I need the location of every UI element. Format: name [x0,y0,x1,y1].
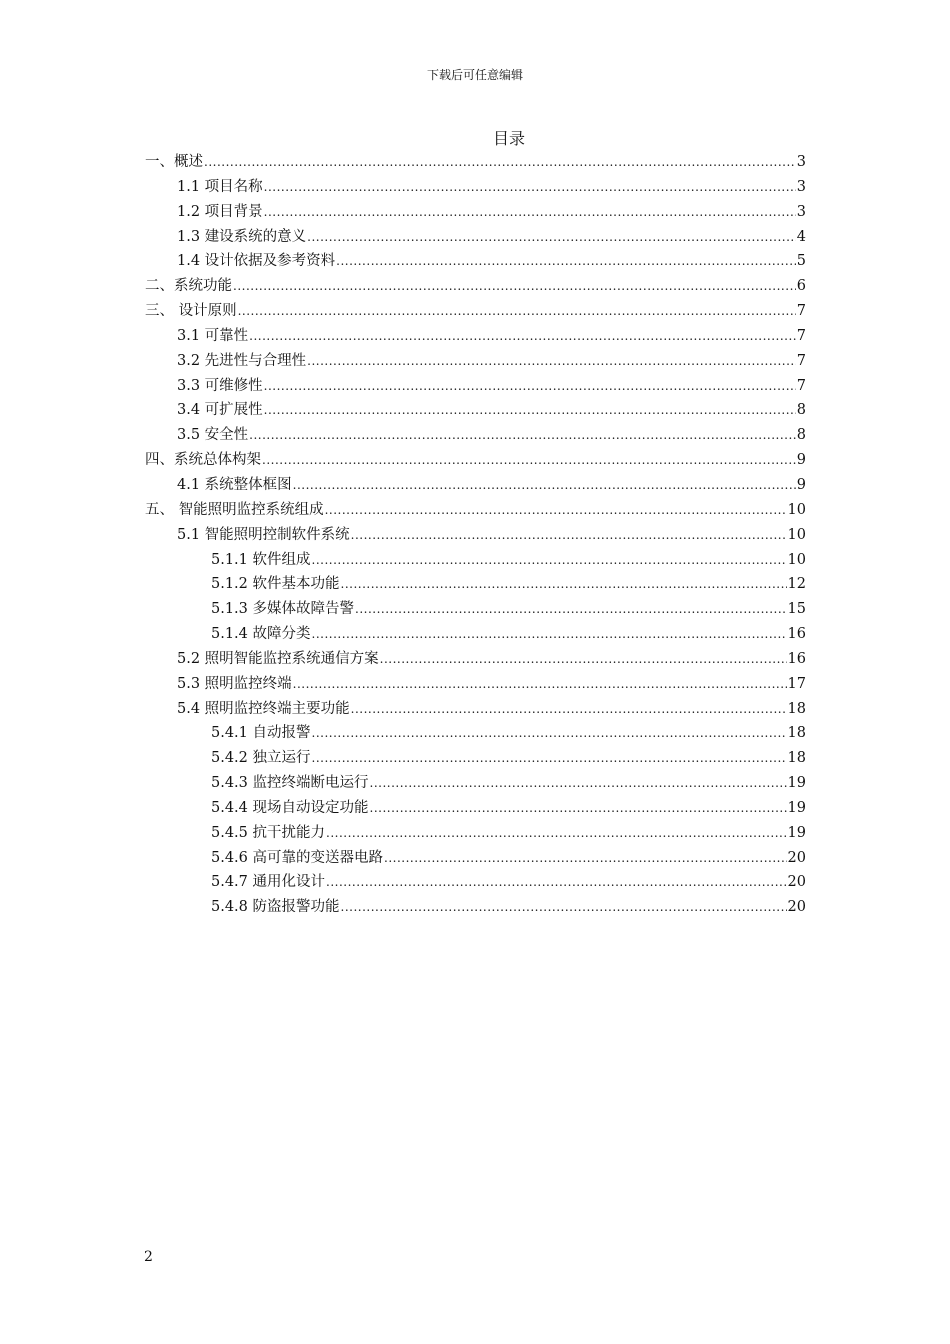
toc-entry-label: 5.2 照明智能监控系统通信方案 [177,650,379,667]
toc-leader-dots [262,448,796,473]
toc-entry-label: 3.1 可靠性 [177,327,249,344]
toc-entry[interactable] [0,771,950,796]
toc-entry[interactable] [0,796,950,821]
toc-entry-page: 18 [787,750,806,767]
toc-entry[interactable] [0,324,950,349]
toc-entry[interactable] [0,647,950,672]
toc-entry-label: 四、系统总体构架 [145,452,261,469]
toc-leader-dots [312,622,787,647]
toc-entry[interactable] [0,349,950,374]
toc-entry-label: 5.1.3 多媒体故障告警 [211,601,355,618]
toc-entry-page: 3 [796,154,806,170]
toc-leader-dots [264,398,796,423]
toc-entry-label: 5.3 照明监控终端 [177,675,292,692]
toc-entry[interactable] [0,299,950,324]
toc-entry-label: 5.4.3 监控终端断电运行 [211,775,369,792]
toc-entry-page: 4 [796,228,806,245]
toc-entry-label: 5.4.4 现场自动设定功能 [211,799,369,816]
toc-entry-label: 3.4 可扩展性 [177,402,263,419]
toc-entry-label: 5.1.4 故障分类 [211,626,311,643]
toc-entry-label: 5.4 照明监控终端主要功能 [177,700,350,717]
toc-leader-dots [204,150,796,175]
toc-leader-dots [249,423,796,448]
toc-entry[interactable] [0,448,950,473]
toc-leader-dots [370,771,787,796]
toc-entry-page: 7 [796,327,806,344]
toc-leader-dots [233,274,796,299]
toc-entry-page: 17 [787,675,806,692]
toc-entry-label: 1.2 项目背景 [177,203,263,220]
toc-leader-dots [326,870,787,895]
toc-entry-page: 7 [796,352,806,369]
toc-leader-dots [326,821,787,846]
toc-entry[interactable] [0,597,950,622]
toc-entry[interactable] [0,672,950,697]
toc-entry-label: 1.4 设计依据及参考资料 [177,253,336,270]
toc-entry-page: 3 [796,203,806,220]
toc-entry-label: 一、概述 [145,154,203,170]
toc-entry-page: 19 [787,799,806,816]
toc-leader-dots [312,548,787,573]
toc-entry-page: 8 [796,427,806,444]
toc-entry[interactable] [0,175,950,200]
toc-title: 目录 [492,129,525,148]
toc-leader-dots [325,498,787,523]
table-of-contents [0,150,950,920]
toc-entry-label: 3.5 安全性 [177,427,249,444]
toc-entry[interactable] [0,572,950,597]
toc-leader-dots [249,324,796,349]
toc-leader-dots [355,597,787,622]
toc-leader-dots [307,225,796,250]
toc-entry[interactable] [0,473,950,498]
toc-leader-dots [264,175,796,200]
toc-entry-label: 3.3 可维修性 [177,377,263,394]
toc-entry[interactable] [0,895,950,920]
toc-entry[interactable] [0,548,950,573]
toc-leader-dots [370,796,787,821]
toc-entry-page: 3 [796,178,806,195]
toc-entry[interactable] [0,423,950,448]
toc-entry-page: 16 [787,650,806,667]
toc-entry-page: 12 [787,576,806,593]
toc-entry-label: 三、 设计原则 [145,303,237,320]
toc-leader-dots [264,374,796,399]
page-header: 下载后可任意编辑 [426,68,523,82]
toc-entry-page: 18 [787,725,806,742]
toc-entry-page: 10 [787,551,806,568]
toc-entry-page: 20 [787,874,806,891]
toc-entry-page: 8 [796,402,806,419]
toc-entry-page: 16 [787,626,806,643]
toc-entry[interactable] [0,398,950,423]
toc-entry-label: 5.4.1 自动报警 [211,725,311,742]
toc-entry[interactable] [0,746,950,771]
toc-entry-page: 20 [787,899,806,916]
toc-entry-page: 19 [787,824,806,841]
toc-leader-dots [336,249,796,274]
toc-entry-page: 9 [796,452,806,469]
toc-leader-dots [264,200,796,225]
toc-entry-label: 5.1.1 软件组成 [211,551,311,568]
toc-entry[interactable] [0,870,950,895]
toc-leader-dots [312,746,787,771]
toc-leader-dots [307,349,796,374]
toc-entry-page: 7 [796,377,806,394]
toc-entry-page: 15 [787,601,806,618]
toc-entry-label: 1.1 项目名称 [177,178,263,195]
toc-leader-dots [380,647,787,672]
toc-entry-label: 五、 智能照明监控系统组成 [145,501,324,518]
toc-entry-page: 20 [787,849,806,866]
toc-entry-page: 9 [796,476,806,493]
toc-leader-dots [293,473,796,498]
toc-entry-page: 6 [796,278,806,295]
toc-entry[interactable] [0,846,950,871]
toc-entry[interactable] [0,523,950,548]
toc-entry-label: 5.4.2 独立运行 [211,750,311,767]
toc-entry[interactable] [0,821,950,846]
toc-entry-label: 5.1 智能照明控制软件系统 [177,526,350,543]
toc-entry[interactable] [0,374,950,399]
toc-entry[interactable] [0,225,950,250]
toc-entry[interactable] [0,622,950,647]
toc-entry-label: 5.4.6 高可靠的变送器电路 [211,849,384,866]
page-number: 2 [144,1249,153,1265]
toc-leader-dots [238,299,796,324]
toc-leader-dots [341,572,787,597]
toc-entry-label: 3.2 先进性与合理性 [177,352,307,369]
toc-entry-page: 19 [787,775,806,792]
toc-entry-page: 5 [796,253,806,270]
toc-entry-page: 10 [787,501,806,518]
toc-entry[interactable] [0,150,950,175]
toc-leader-dots [293,672,787,697]
toc-entry[interactable] [0,721,950,746]
toc-entry[interactable] [0,200,950,225]
toc-entry-label: 5.1.2 软件基本功能 [211,576,340,593]
toc-entry[interactable] [0,249,950,274]
toc-entry[interactable] [0,274,950,299]
toc-entry[interactable] [0,697,950,722]
toc-entry-page: 10 [787,526,806,543]
toc-entry-label: 5.4.5 抗干扰能力 [211,824,326,841]
toc-entry-label: 二、系统功能 [145,278,232,295]
toc-entry[interactable] [0,498,950,523]
toc-entry-page: 7 [796,303,806,320]
toc-entry-page: 18 [787,700,806,717]
toc-leader-dots [351,523,787,548]
toc-entry-label: 4.1 系统整体框图 [177,476,292,493]
toc-leader-dots [312,721,787,746]
toc-entry-label: 5.4.8 防盗报警功能 [211,899,340,916]
toc-entry-label: 5.4.7 通用化设计 [211,874,326,891]
toc-leader-dots [384,846,787,871]
toc-entry-label: 1.3 建设系统的意义 [177,228,307,245]
toc-leader-dots [341,895,787,920]
toc-leader-dots [351,697,787,722]
